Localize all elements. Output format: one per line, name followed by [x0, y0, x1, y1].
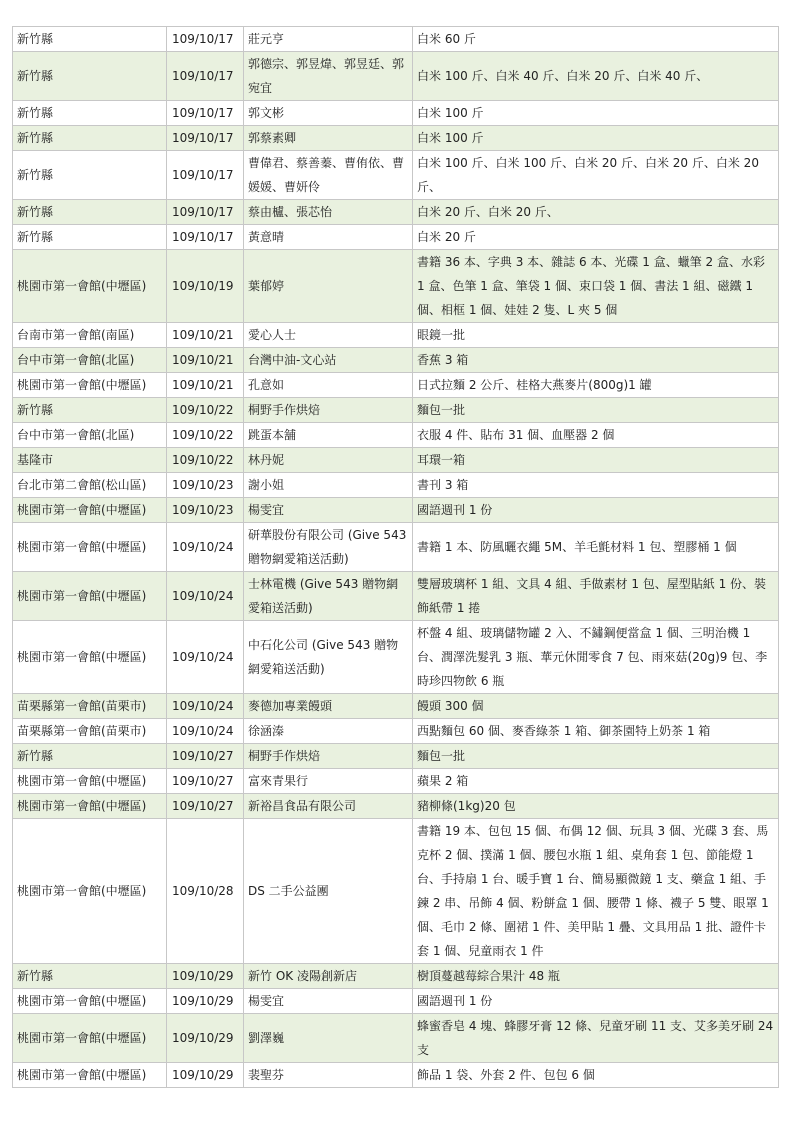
donor-cell: 楊雯宜 [244, 498, 413, 523]
date-cell: 109/10/27 [167, 794, 244, 819]
donor-cell: 孔意如 [244, 373, 413, 398]
branch-cell: 桃園市第一會館(中壢區) [13, 1014, 167, 1063]
date-cell: 109/10/17 [167, 225, 244, 250]
branch-cell: 新竹縣 [13, 964, 167, 989]
branch-cell: 基隆市 [13, 448, 167, 473]
table-row [13, 719, 779, 744]
table-row [13, 348, 779, 373]
items-cell: 白米 100 斤 [413, 126, 779, 151]
date-cell: 109/10/29 [167, 1014, 244, 1063]
table-row [13, 473, 779, 498]
branch-cell: 新竹縣 [13, 126, 167, 151]
donor-cell: 富來青果行 [244, 769, 413, 794]
donor-cell: 徐涵溱 [244, 719, 413, 744]
table-row [13, 225, 779, 250]
date-cell: 109/10/21 [167, 323, 244, 348]
branch-cell: 桃園市第一會館(中壢區) [13, 621, 167, 694]
items-cell: 書籍 19 本、包包 15 個、布偶 12 個、玩具 3 個、光碟 3 套、馬克杯 2 個、撲滿 1 個、腰包水瓶 1 組、桌角套 1 包、節能燈 1 台、手持扇 1 台、暖手寶 1 台、簡易顯微鏡 1 支、藥盒 1 組、手鍊 2 串、吊飾 4 個、粉餅盒 1 個、腰帶 1 條、襪子 5 雙、眼罩 1 個、毛巾 2 條、圍裙 1 件、美甲貼 1 疊、文具用品 1 批、證件卡套 1 個、兒童雨衣 1 件 [413, 819, 779, 964]
date-cell: 109/10/17 [167, 200, 244, 225]
items-cell: 豬柳條(1kg)20 包 [413, 794, 779, 819]
branch-cell: 桃園市第一會館(中壢區) [13, 989, 167, 1014]
date-cell: 109/10/24 [167, 523, 244, 572]
date-cell: 109/10/29 [167, 989, 244, 1014]
date-cell: 109/10/29 [167, 964, 244, 989]
table-row [13, 200, 779, 225]
date-cell: 109/10/24 [167, 694, 244, 719]
items-cell: 白米 100 斤、白米 100 斤、白米 20 斤、白米 20 斤、白米 20 斤、 [413, 151, 779, 200]
table-row [13, 52, 779, 101]
date-cell: 109/10/17 [167, 52, 244, 101]
items-cell: 饅頭 300 個 [413, 694, 779, 719]
date-cell: 109/10/24 [167, 719, 244, 744]
items-cell: 白米 60 斤 [413, 27, 779, 52]
donor-cell: 中石化公司 (Give 543 贈物網愛箱送活動) [244, 621, 413, 694]
items-cell: 耳環一箱 [413, 448, 779, 473]
date-cell: 109/10/21 [167, 373, 244, 398]
date-cell: 109/10/27 [167, 769, 244, 794]
branch-cell: 苗栗縣第一會館(苗栗市) [13, 694, 167, 719]
table-row [13, 448, 779, 473]
donor-cell: 蔡由櫨、張芯怡 [244, 200, 413, 225]
branch-cell: 桃園市第一會館(中壢區) [13, 373, 167, 398]
items-cell: 衣服 4 件、貼布 31 個、血壓器 2 個 [413, 423, 779, 448]
items-cell: 白米 100 斤、白米 40 斤、白米 20 斤、白米 40 斤、 [413, 52, 779, 101]
donation-table-body [13, 27, 779, 1088]
table-row [13, 1063, 779, 1088]
table-row [13, 989, 779, 1014]
branch-cell: 桃園市第一會館(中壢區) [13, 769, 167, 794]
branch-cell: 台中市第一會館(北區) [13, 423, 167, 448]
date-cell: 109/10/17 [167, 27, 244, 52]
table-row [13, 819, 779, 964]
branch-cell: 新竹縣 [13, 101, 167, 126]
items-cell: 飾品 1 袋、外套 2 件、包包 6 個 [413, 1063, 779, 1088]
items-cell: 蜂蜜香皂 4 塊、蜂膠牙膏 12 條、兒童牙刷 11 支、艾多美牙刷 24 支 [413, 1014, 779, 1063]
table-row [13, 744, 779, 769]
donor-cell: 裴聖芬 [244, 1063, 413, 1088]
table-row [13, 769, 779, 794]
date-cell: 109/10/24 [167, 572, 244, 621]
date-cell: 109/10/22 [167, 398, 244, 423]
donor-cell: 郭文彬 [244, 101, 413, 126]
donor-cell: 莊元亨 [244, 27, 413, 52]
donor-cell: 郭蔡素卿 [244, 126, 413, 151]
table-row [13, 423, 779, 448]
donor-cell: DS 二手公益團 [244, 819, 413, 964]
branch-cell: 桃園市第一會館(中壢區) [13, 498, 167, 523]
donor-cell: 台灣中油-文心站 [244, 348, 413, 373]
table-row [13, 126, 779, 151]
donor-cell: 楊雯宜 [244, 989, 413, 1014]
items-cell: 白米 100 斤 [413, 101, 779, 126]
branch-cell: 桃園市第一會館(中壢區) [13, 819, 167, 964]
table-row [13, 572, 779, 621]
date-cell: 109/10/19 [167, 250, 244, 323]
table-row [13, 621, 779, 694]
table-row [13, 323, 779, 348]
donor-cell: 葉郁婷 [244, 250, 413, 323]
date-cell: 109/10/22 [167, 448, 244, 473]
donor-cell: 桐野手作烘焙 [244, 744, 413, 769]
items-cell: 麵包一批 [413, 744, 779, 769]
date-cell: 109/10/17 [167, 126, 244, 151]
table-row [13, 964, 779, 989]
donor-cell: 研華股份有限公司 (Give 543 贈物網愛箱送活動) [244, 523, 413, 572]
items-cell: 雙層玻璃杯 1 組、文具 4 組、手做素材 1 包、屋型貼紙 1 份、裝飾紙帶 1 捲 [413, 572, 779, 621]
donor-cell: 黃意晴 [244, 225, 413, 250]
date-cell: 109/10/27 [167, 744, 244, 769]
donor-cell: 麥德加專業饅頭 [244, 694, 413, 719]
branch-cell: 台南市第一會館(南區) [13, 323, 167, 348]
branch-cell: 新竹縣 [13, 398, 167, 423]
items-cell: 香蕉 3 箱 [413, 348, 779, 373]
branch-cell: 新竹縣 [13, 225, 167, 250]
donor-cell: 郭德宗、郭昱煒、郭昱廷、郭宛宜 [244, 52, 413, 101]
branch-cell: 桃園市第一會館(中壢區) [13, 523, 167, 572]
table-row [13, 794, 779, 819]
table-row [13, 151, 779, 200]
branch-cell: 新竹縣 [13, 52, 167, 101]
branch-cell: 新竹縣 [13, 200, 167, 225]
branch-cell: 新竹縣 [13, 151, 167, 200]
table-row [13, 694, 779, 719]
date-cell: 109/10/29 [167, 1063, 244, 1088]
items-cell: 杯盤 4 組、玻璃儲物罐 2 入、不鏽鋼便當盒 1 個、三明治機 1 台、潤澤洗髮乳 3 瓶、華元休閒零食 7 包、雨來菇(20g)9 包、李時珍四物飲 6 瓶 [413, 621, 779, 694]
table-row [13, 373, 779, 398]
donor-cell: 新裕昌食品有限公司 [244, 794, 413, 819]
donor-cell: 林丹妮 [244, 448, 413, 473]
date-cell: 109/10/22 [167, 423, 244, 448]
branch-cell: 台中市第一會館(北區) [13, 348, 167, 373]
branch-cell: 台北市第二會館(松山區) [13, 473, 167, 498]
table-row [13, 523, 779, 572]
items-cell: 眼鏡一批 [413, 323, 779, 348]
date-cell: 109/10/17 [167, 101, 244, 126]
branch-cell: 新竹縣 [13, 27, 167, 52]
table-row [13, 398, 779, 423]
donor-cell: 謝小姐 [244, 473, 413, 498]
branch-cell: 桃園市第一會館(中壢區) [13, 572, 167, 621]
items-cell: 麵包一批 [413, 398, 779, 423]
items-cell: 書籍 1 本、防風曬衣繩 5M、羊毛氈材料 1 包、塑膠桶 1 個 [413, 523, 779, 572]
date-cell: 109/10/23 [167, 473, 244, 498]
date-cell: 109/10/17 [167, 151, 244, 200]
date-cell: 109/10/21 [167, 348, 244, 373]
items-cell: 書籍 36 本、字典 3 本、雜誌 6 本、光碟 1 盒、蠟筆 2 盒、水彩 1 盒、色筆 1 盒、筆袋 1 個、束口袋 1 個、書法 1 組、磁鐵 1 個、相框 1 個、娃娃 2 隻、L 夾 5 個 [413, 250, 779, 323]
items-cell: 日式拉麵 2 公斤、桂格大燕麥片(800g)1 罐 [413, 373, 779, 398]
items-cell: 樹頂蔓越莓綜合果汁 48 瓶 [413, 964, 779, 989]
donor-cell: 士林電機 (Give 543 贈物網愛箱送活動) [244, 572, 413, 621]
donor-cell: 曹偉君、蔡善蓁、曹侑依、曹媛媛、曹妍伶 [244, 151, 413, 200]
date-cell: 109/10/24 [167, 621, 244, 694]
table-row [13, 498, 779, 523]
items-cell: 西點麵包 60 個、麥香綠茶 1 箱、御茶園特上奶茶 1 箱 [413, 719, 779, 744]
donor-cell: 桐野手作烘焙 [244, 398, 413, 423]
items-cell: 書刊 3 箱 [413, 473, 779, 498]
items-cell: 白米 20 斤 [413, 225, 779, 250]
donor-cell: 愛心人士 [244, 323, 413, 348]
items-cell: 白米 20 斤、白米 20 斤、 [413, 200, 779, 225]
branch-cell: 苗栗縣第一會館(苗栗市) [13, 719, 167, 744]
items-cell: 蘋果 2 箱 [413, 769, 779, 794]
branch-cell: 桃園市第一會館(中壢區) [13, 250, 167, 323]
table-row [13, 1014, 779, 1063]
table-row [13, 101, 779, 126]
donor-cell: 新竹 OK 凌陽創新店 [244, 964, 413, 989]
branch-cell: 桃園市第一會館(中壢區) [13, 794, 167, 819]
donation-table [12, 26, 779, 1088]
donor-cell: 劉澤巍 [244, 1014, 413, 1063]
items-cell: 國語週刊 1 份 [413, 989, 779, 1014]
date-cell: 109/10/28 [167, 819, 244, 964]
branch-cell: 新竹縣 [13, 744, 167, 769]
table-row [13, 27, 779, 52]
donor-cell: 跳蛋本舖 [244, 423, 413, 448]
branch-cell: 桃園市第一會館(中壢區) [13, 1063, 167, 1088]
table-row [13, 250, 779, 323]
items-cell: 國語週刊 1 份 [413, 498, 779, 523]
date-cell: 109/10/23 [167, 498, 244, 523]
